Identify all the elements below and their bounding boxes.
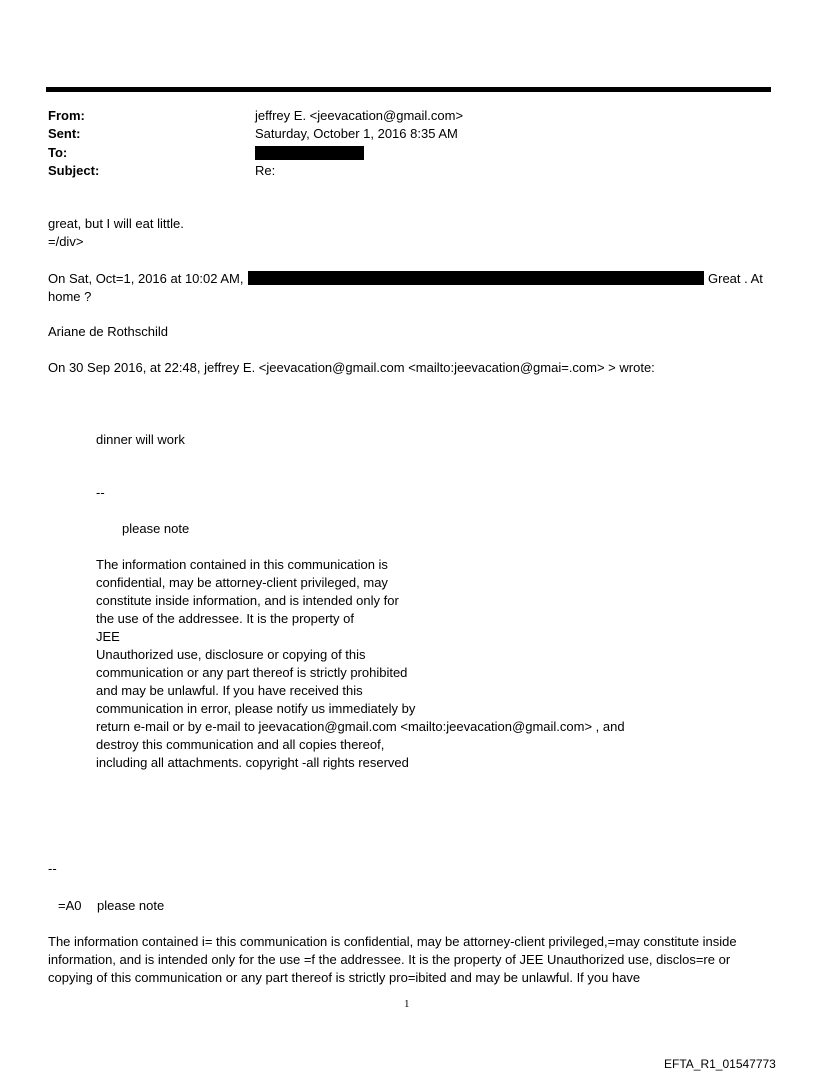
page-number: 1 xyxy=(404,998,410,1010)
reply-header-prefix: On Sat, Oct=1, 2016 at 10:02 AM, xyxy=(48,271,244,286)
quote-separator: -- xyxy=(96,485,105,500)
disclaimer-line: Unauthorized use, disclosure or copying of this xyxy=(96,647,366,662)
bottom-note: please note xyxy=(97,898,165,913)
disclaimer-line: including all attachments. copyright -all rights reserved xyxy=(96,755,409,770)
disclaimer-line: confidential, may be attorney-client privileged, may xyxy=(96,575,388,590)
reply-header-continuation: home ? xyxy=(48,289,92,304)
disclaimer-line: communication or any part thereof is strictly prohibited xyxy=(96,665,408,680)
header-divider xyxy=(46,87,771,92)
from-label: From: xyxy=(48,108,85,123)
quote-intro: On 30 Sep 2016, at 22:48, jeffrey E. <jeevacation@gmail.com <mailto:jeevacation@gmai=.com> > wrote: xyxy=(48,360,655,375)
disclaimer-line: constitute inside information, and is intended only for xyxy=(96,593,399,608)
quote-body: dinner will work xyxy=(96,432,185,447)
body-line-1: great, but I will eat little. xyxy=(48,216,184,231)
quote-note: please note xyxy=(122,521,190,536)
disclaimer-line: The information contained in this communication is xyxy=(96,557,388,572)
signature: Ariane de Rothschild xyxy=(48,324,168,339)
reply-redaction xyxy=(248,271,704,285)
disclaimer-line: JEE xyxy=(96,629,120,644)
reply-header-suffix: Great . At xyxy=(708,271,763,286)
document-id: EFTA_R1_01547773 xyxy=(664,1057,776,1071)
sent-value: Saturday, October 1, 2016 8:35 AM xyxy=(255,126,458,141)
bottom-separator: -- xyxy=(48,861,57,876)
quote-disclaimer xyxy=(96,556,625,772)
sent-label: Sent: xyxy=(48,126,81,141)
bottom-prefix: =A0 xyxy=(58,898,82,913)
disclaimer-line: communication in error, please notify us immediately by xyxy=(96,701,416,716)
disclaimer-line: return e-mail or by e-mail to jeevacation@gmail.com <mailto:jeevacation@gmail.com> , and xyxy=(96,719,625,734)
bottom-disclaimer: The information contained i= this communication is confidential, may be attorney-client privileged,=may constitute inside information, and is intended only for the use =f the addressee. It is the property of JEE Unauthorized use, disclos=re or copying of this communication or any part thereof is strictly pro=ibited and may be unlawful. If you have xyxy=(48,934,737,985)
from-value: jeffrey E. <jeevacation@gmail.com> xyxy=(255,108,464,123)
to-redaction xyxy=(255,146,364,160)
to-label: To: xyxy=(48,145,68,160)
disclaimer-line: the use of the addressee. It is the property of xyxy=(96,611,354,626)
disclaimer-line: destroy this communication and all copies thereof, xyxy=(96,737,385,752)
subject-value: Re: xyxy=(255,163,276,178)
disclaimer-line: and may be unlawful. If you have received this xyxy=(96,683,363,698)
body-line-2: =/div> xyxy=(48,234,84,249)
subject-label: Subject: xyxy=(48,163,100,178)
